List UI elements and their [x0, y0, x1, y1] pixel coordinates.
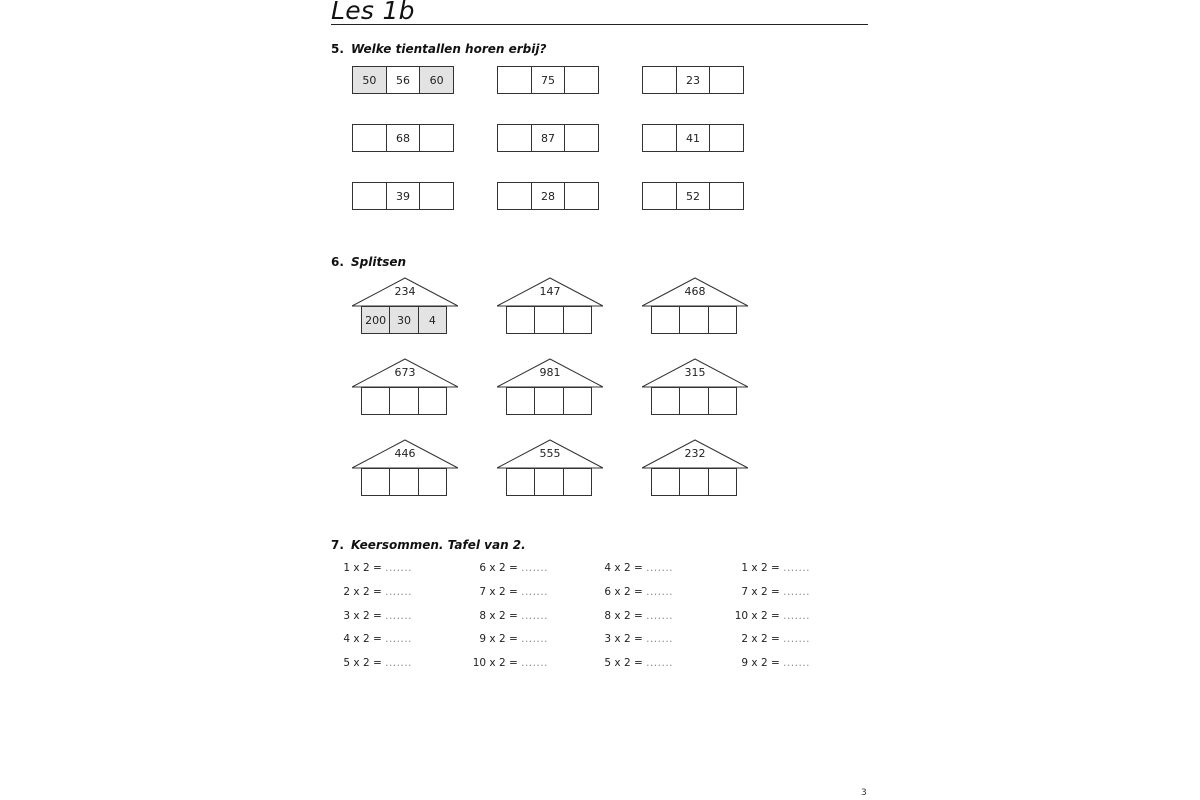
answer-blank[interactable]: ....... [646, 562, 673, 574]
house-base [506, 468, 592, 496]
house-base [361, 387, 447, 415]
title-divider [331, 24, 868, 25]
house-number: 232 [684, 447, 706, 460]
answer-blank[interactable]: ....... [783, 633, 810, 645]
house-base [361, 468, 447, 496]
multiplication-item [292, 586, 412, 598]
multiplication-item [553, 586, 673, 598]
split-answer-box[interactable] [563, 388, 591, 414]
split-answer-box[interactable] [507, 307, 534, 333]
split-answer-box[interactable]: 30 [389, 307, 417, 333]
answer-box[interactable] [498, 183, 531, 209]
answer-box[interactable] [498, 125, 531, 151]
multiplication-question: 6 x 2 = [479, 562, 522, 574]
split-house [497, 358, 603, 416]
multiplication-item [292, 562, 412, 574]
multiplication-question: 4 x 2 = [343, 633, 386, 645]
multiplication-item [690, 562, 810, 574]
multiplication-question: 2 x 2 = [343, 586, 386, 598]
answer-blank[interactable]: ....... [783, 586, 810, 598]
answer-box[interactable] [419, 183, 453, 209]
answer-box[interactable] [353, 125, 386, 151]
split-house [352, 439, 458, 497]
multiplication-question: 7 x 2 = [479, 586, 522, 598]
multiplication-item [428, 562, 548, 574]
answer-box[interactable] [564, 67, 598, 93]
multiplication-question: 2 x 2 = [741, 633, 784, 645]
split-answer-box[interactable] [534, 469, 562, 495]
given-number: 87 [531, 125, 565, 151]
split-answer-box[interactable] [563, 469, 591, 495]
house-number: 555 [539, 447, 561, 460]
answer-blank[interactable]: ....... [521, 586, 548, 598]
house-base [651, 387, 737, 415]
given-number: 41 [676, 125, 710, 151]
house-base [361, 306, 447, 334]
answer-box[interactable] [564, 125, 598, 151]
multiplication-item [428, 657, 548, 669]
house-base [651, 306, 737, 334]
multiplication-item [553, 657, 673, 669]
split-answer-box[interactable] [534, 388, 562, 414]
tens-box-set [642, 66, 744, 94]
multiplication-item [690, 610, 810, 622]
answer-box[interactable] [498, 67, 531, 93]
split-house [642, 439, 748, 497]
tens-box-set [497, 182, 599, 210]
answer-blank[interactable]: ....... [385, 633, 412, 645]
split-house [497, 277, 603, 335]
split-answer-box[interactable] [679, 388, 707, 414]
answer-blank[interactable]: ....... [521, 610, 548, 622]
multiplication-item [428, 633, 548, 645]
split-answer-box[interactable] [708, 307, 736, 333]
multiplication-question: 4 x 2 = [604, 562, 647, 574]
given-number: 75 [531, 67, 565, 93]
answer-blank[interactable]: ....... [385, 586, 412, 598]
multiplication-question: 5 x 2 = [604, 657, 647, 669]
multiplication-item [428, 586, 548, 598]
split-answer-box[interactable] [679, 307, 707, 333]
tens-box-set [497, 124, 599, 152]
tens-box-set [352, 124, 454, 152]
answer-box[interactable]: 60 [419, 67, 453, 93]
tens-box-set [497, 66, 599, 94]
answer-box[interactable] [643, 183, 676, 209]
multiplication-question: 3 x 2 = [604, 633, 647, 645]
answer-blank[interactable]: ....... [521, 633, 548, 645]
section-5-title: Welke tientallen horen erbij? [351, 42, 547, 56]
multiplication-question: 10 x 2 = [734, 610, 784, 622]
answer-blank[interactable]: ....... [783, 562, 810, 574]
answer-blank[interactable]: ....... [646, 586, 673, 598]
split-answer-box[interactable] [708, 388, 736, 414]
answer-blank[interactable]: ....... [385, 562, 412, 574]
answer-blank[interactable]: ....... [521, 657, 548, 669]
given-number: 52 [676, 183, 710, 209]
given-number: 23 [676, 67, 710, 93]
multiplication-question: 5 x 2 = [343, 657, 386, 669]
house-number: 981 [539, 366, 561, 379]
multiplication-question: 6 x 2 = [604, 586, 647, 598]
house-base [506, 387, 592, 415]
section-6-title: Splitsen [351, 255, 407, 269]
split-house [642, 277, 748, 335]
split-answer-box[interactable] [563, 307, 591, 333]
section-7-heading [331, 538, 526, 552]
answer-box[interactable] [709, 67, 743, 93]
multiplication-item [690, 633, 810, 645]
tens-box-set [642, 124, 744, 152]
multiplication-question: 1 x 2 = [343, 562, 386, 574]
house-number: 315 [684, 366, 706, 379]
split-house [497, 439, 603, 497]
house-number: 147 [539, 285, 561, 298]
answer-blank[interactable]: ....... [385, 657, 412, 669]
answer-blank[interactable]: ....... [646, 610, 673, 622]
multiplication-item [428, 610, 548, 622]
answer-box[interactable] [709, 183, 743, 209]
given-number: 68 [386, 125, 420, 151]
tens-box-set [352, 66, 454, 94]
split-answer-box[interactable]: 200 [362, 307, 389, 333]
multiplication-item [690, 586, 810, 598]
multiplication-item [553, 633, 673, 645]
house-number: 673 [394, 366, 416, 379]
section-5-number: 5. [331, 42, 344, 56]
split-answer-box[interactable] [418, 388, 446, 414]
answer-box[interactable] [353, 183, 386, 209]
section-7-number: 7. [331, 538, 344, 552]
multiplication-item [690, 657, 810, 669]
multiplication-question: 9 x 2 = [479, 633, 522, 645]
split-answer-box[interactable] [389, 469, 417, 495]
split-answer-box[interactable] [652, 388, 679, 414]
page-number: 3 [861, 788, 867, 798]
split-answer-box[interactable] [708, 469, 736, 495]
multiplication-question: 1 x 2 = [741, 562, 784, 574]
answer-blank[interactable]: ....... [646, 657, 673, 669]
multiplication-item [292, 610, 412, 622]
section-7-title: Keersommen. Tafel van 2. [351, 538, 526, 552]
multiplication-question: 3 x 2 = [343, 610, 386, 622]
split-house [352, 358, 458, 416]
section-5-heading [331, 42, 546, 56]
split-answer-box[interactable] [389, 388, 417, 414]
answer-box[interactable] [709, 125, 743, 151]
split-answer-box[interactable] [507, 469, 534, 495]
multiplication-question: 8 x 2 = [604, 610, 647, 622]
answer-box[interactable]: 50 [353, 67, 386, 93]
answer-blank[interactable]: ....... [783, 657, 810, 669]
multiplication-question: 10 x 2 = [472, 657, 522, 669]
section-6-heading [331, 255, 406, 269]
multiplication-item [553, 562, 673, 574]
multiplication-item [553, 610, 673, 622]
multiplication-item [292, 633, 412, 645]
house-base [651, 468, 737, 496]
answer-box[interactable] [643, 67, 676, 93]
house-number: 446 [394, 447, 416, 460]
split-answer-box[interactable] [534, 307, 562, 333]
house-number: 468 [684, 285, 706, 298]
split-answer-box[interactable] [507, 388, 534, 414]
answer-box[interactable] [564, 183, 598, 209]
split-house [352, 277, 458, 335]
answer-blank[interactable]: ....... [385, 610, 412, 622]
answer-blank[interactable]: ....... [783, 610, 810, 622]
tens-box-set [642, 182, 744, 210]
multiplication-item [292, 657, 412, 669]
split-answer-box[interactable] [362, 388, 389, 414]
split-answer-box[interactable] [418, 469, 446, 495]
multiplication-question: 8 x 2 = [479, 610, 522, 622]
given-number: 39 [386, 183, 420, 209]
house-base [506, 306, 592, 334]
split-answer-box[interactable] [362, 469, 389, 495]
given-number: 56 [386, 67, 420, 93]
section-6-number: 6. [331, 255, 344, 269]
split-answer-box[interactable] [652, 307, 679, 333]
split-answer-box[interactable]: 4 [418, 307, 446, 333]
answer-box[interactable] [419, 125, 453, 151]
split-answer-box[interactable] [652, 469, 679, 495]
given-number: 28 [531, 183, 565, 209]
answer-blank[interactable]: ....... [521, 562, 548, 574]
page-title: Les 1b [331, 0, 415, 25]
house-number: 234 [394, 285, 416, 298]
split-answer-box[interactable] [679, 469, 707, 495]
multiplication-question: 9 x 2 = [741, 657, 784, 669]
tens-box-set [352, 182, 454, 210]
answer-box[interactable] [643, 125, 676, 151]
multiplication-question: 7 x 2 = [741, 586, 784, 598]
answer-blank[interactable]: ....... [646, 633, 673, 645]
split-house [642, 358, 748, 416]
